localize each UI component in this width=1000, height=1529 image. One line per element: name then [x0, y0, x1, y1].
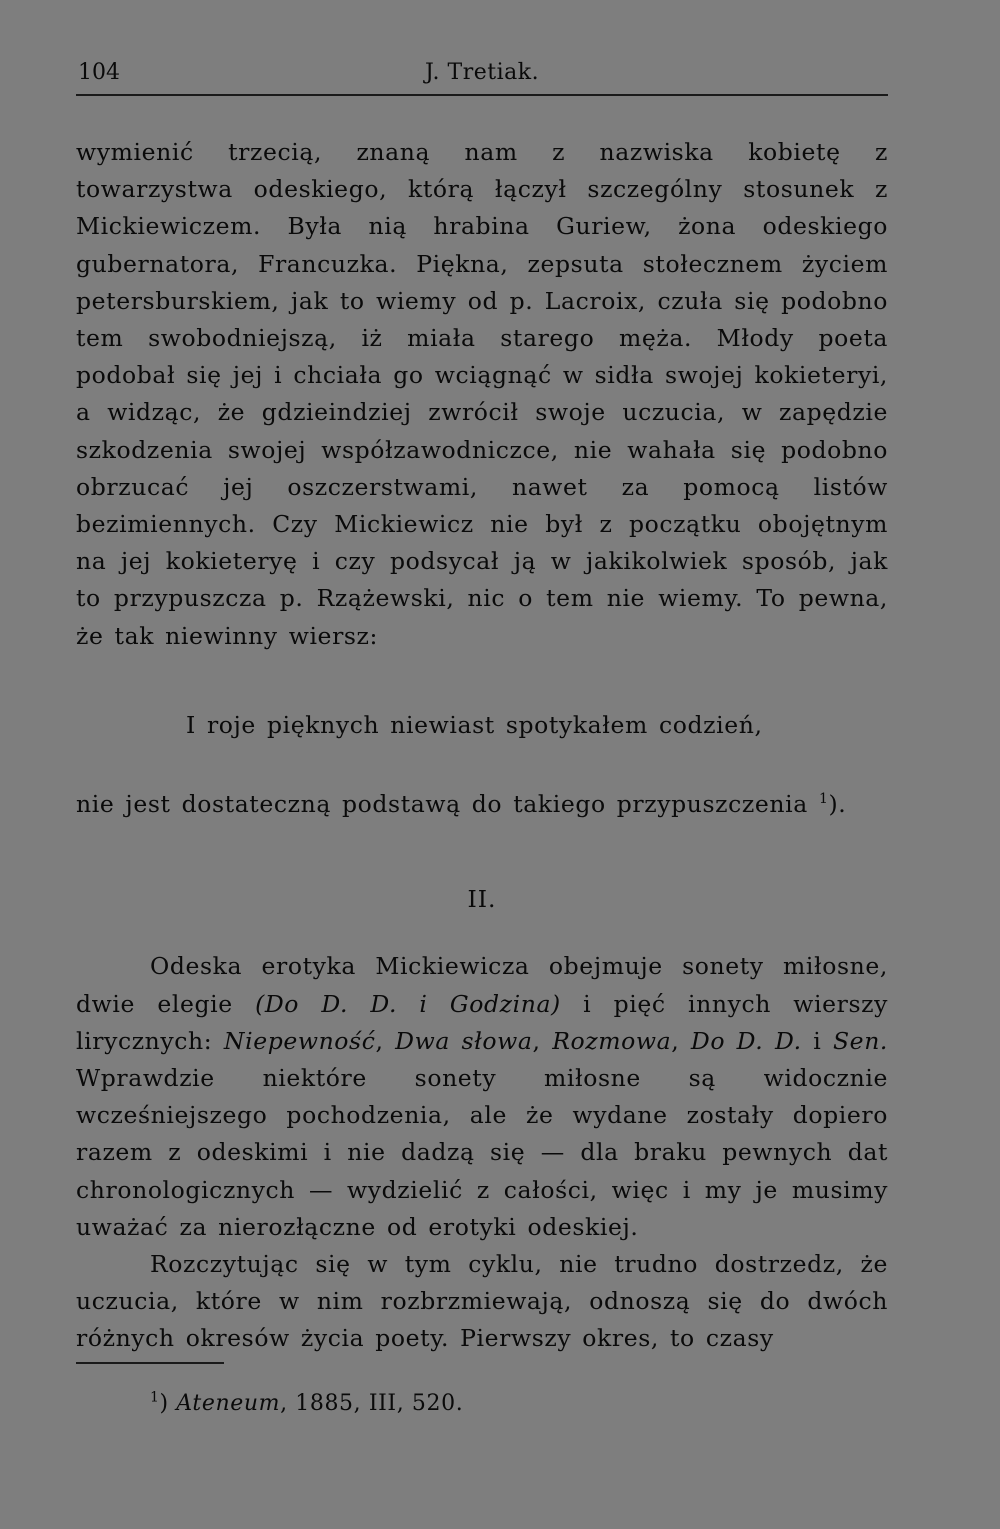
- p2-text-g: Wprawdzie niektóre sonety miłosne są widocznie wcześniejszego pochodzenia, ale że wydane zostały dopiero razem z odeskimi i nie dadzą się — dla braku pewnych dat chronologicznych — wydzielić z całości, więc i my je musimy uważać za nierozłączne od erotyki odeskiej.: [76, 1064, 888, 1241]
- paragraph-3: Rozczytując się w tym cyklu, nie trudno dostrzedz, że uczucia, które w nim rozbrzmiewają, odnoszą się do dwóch różnych okresów życia poety. Pierwszy okres, to czasy: [76, 1250, 888, 1353]
- footnote-rule: [76, 1362, 224, 1364]
- p2-text-f: i: [801, 1026, 833, 1055]
- p2-title-2: Niepewność: [223, 1026, 376, 1055]
- p2-text-a: Odeska erotyka Mickiewicza obejmuje sonety miłosne, dwie elegie: [76, 952, 888, 1018]
- running-head: J. Tretiak.: [424, 60, 540, 85]
- paragraph-1: wymienić trzecią, znaną nam z nazwiska kobietę z towarzystwa odeskiego, którą łączył szczególny stosunek z Mickiewiczem. Była nią hrabina Guriew, żona odeskiego gubernatora, Francuzka. Piękna, zepsuta stołecznem życiem petersburskiem, jak to wiemy od p. Lacroix, czuła się podobno tem swobodniejszą, iż miała starego męża. Młody poeta podobał się jej i chciała go wciągnąć w sidła swojej kokieteryi, a widząc, że gdzieindziej zwrócił swoje uczucia, w zapędzie szkodzenia swojej współzawodniczce, nie wahała się podobno obrzucać jej oszczerstwami, nawet za pomocą listów bezimiennych. Czy Mickiewicz nie był z początku obojętnym na jej kokieteryę i czy podsycał ją w jakikolwiek sposób, jak to przypuszcza p. Rzążewski, nic o tem nie wiemy. To pewna, że tak niewinny wiersz:: [76, 138, 888, 650]
- p2-text-b: i pięć innych wierszy lirycznych:: [76, 989, 888, 1055]
- p2-text-c: ,: [375, 1026, 396, 1055]
- footnote-mark-close: ): [159, 1391, 169, 1416]
- p2-text-e: ,: [671, 1026, 691, 1055]
- section-heading: II.: [467, 885, 497, 914]
- page-header: [76, 58, 888, 90]
- p2-title-3: Dwa słowa: [395, 1026, 533, 1055]
- p2-title-4: Rozmowa: [552, 1026, 672, 1055]
- p2-title-5: Do D. D.: [690, 1026, 802, 1055]
- paragraph-continuation: [76, 786, 888, 823]
- footnote-ref: 1: [818, 791, 829, 808]
- body-text: [76, 134, 888, 1358]
- verse-quote: I roje pięknych niewiast spotykałem codzień,: [186, 710, 763, 739]
- p2-title-6: Sen.: [832, 1026, 888, 1055]
- p2-text-d: ,: [532, 1026, 553, 1055]
- continuation-text: nie jest dostateczną podstawą do takiego przypuszczenia: [76, 790, 808, 819]
- p2-title-1: (Do D. D. i Godzina): [255, 989, 561, 1018]
- footnote: [150, 1391, 463, 1416]
- header-rule: [76, 94, 888, 96]
- footnote-source: Ateneum: [176, 1391, 281, 1416]
- paragraph-2: [76, 948, 888, 1246]
- footnote-citation: , 1885, III, 520.: [280, 1391, 464, 1416]
- continuation-end: ).: [828, 790, 847, 819]
- footnote-mark: 1: [150, 1389, 160, 1406]
- page-number: 104: [78, 60, 120, 85]
